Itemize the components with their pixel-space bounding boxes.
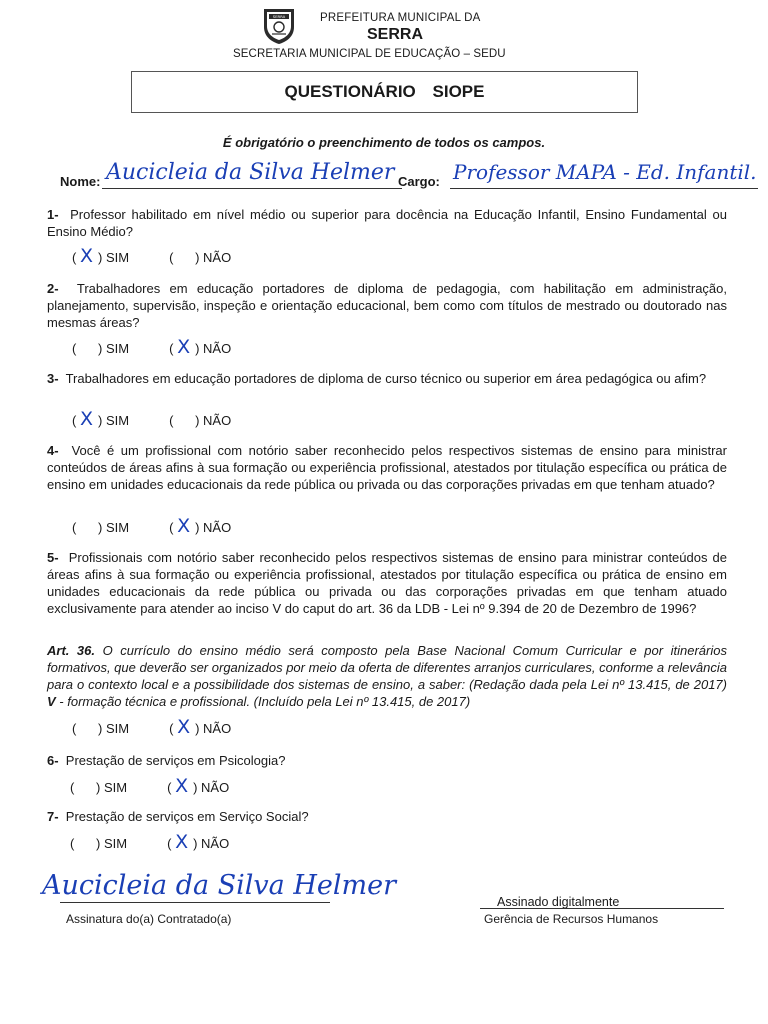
signature-line-left [60, 902, 330, 903]
option-sim[interactable]: ( ) SIM [72, 520, 130, 535]
art36-item-text: - formação técnica e profissional. (Incluído pela Lei nº 13.415, de 2017) [59, 694, 471, 709]
option-nao[interactable]: ( ) NÃO [169, 250, 232, 265]
option-nao[interactable]: ( X ) NÃO [167, 775, 230, 797]
signature-caption-right: Gerência de Recursos Humanos [484, 912, 659, 926]
question-4 [47, 442, 727, 493]
answer-row-5 [72, 716, 232, 738]
question-7 [47, 808, 727, 825]
name-cargo-row [60, 160, 760, 190]
digital-signature-text: Assinado digitalmente [497, 895, 620, 909]
art36-item-label: V [47, 694, 56, 709]
cargo-underline [450, 188, 758, 189]
question-6 [47, 752, 727, 769]
check-mark-icon: X [177, 336, 191, 358]
answer-row-6 [70, 775, 230, 797]
option-sim[interactable]: ( ) SIM [72, 721, 130, 736]
option-nao[interactable]: ( X ) NÃO [169, 336, 232, 358]
check-mark-icon: X [80, 245, 94, 267]
answer-row-4 [72, 515, 232, 537]
art36-citation [47, 642, 727, 710]
question-text: Profissionais com notório saber reconhecido pelos respectivos sistemas de ensino para ministrar conteúdos de áreas afins à sua formação ou experiência profissional, atestados por titulação específica ou prática de ensino em unidades educacionais da rede pública ou privada ou das corporações privadas em que tenham atuado exclusivamente para atender ao inciso V do caput do art. 36 da LDB - Lei nº 9.394 de 20 de Dezembro de 1996? [47, 550, 727, 616]
option-sim[interactable]: ( X ) SIM [72, 245, 130, 267]
option-nao[interactable]: ( X ) NÃO [169, 515, 232, 537]
question-number: 5- [47, 550, 59, 565]
question-text: Prestação de serviços em Psicologia? [65, 753, 286, 768]
signature-caption-left: Assinatura do(a) Contratado(a) [66, 912, 232, 926]
nome-label: Nome: [60, 174, 101, 189]
answer-row-2 [72, 336, 232, 358]
check-mark-icon: X [80, 408, 94, 430]
question-number: 2- [47, 281, 59, 296]
question-number: 1- [47, 207, 59, 222]
check-mark-icon: X [175, 775, 189, 797]
cargo-label: Cargo: [398, 174, 440, 189]
option-sim[interactable]: ( ) SIM [70, 836, 128, 851]
header-prefeitura: PREFEITURA MUNICIPAL DA [320, 12, 481, 24]
answer-row-3 [72, 408, 232, 430]
question-text: Trabalhadores em educação portadores de diploma de curso técnico ou superior em área pedagógica ou afim? [65, 371, 707, 386]
header-secretaria: SECRETARIA MUNICIPAL DE EDUCAÇÃO – SEDU [233, 48, 506, 60]
question-number: 3- [47, 371, 59, 386]
option-sim[interactable]: ( X ) SIM [72, 408, 130, 430]
question-text: Professor habilitado em nível médio ou superior para docência na Educação Infantil, Ensino Fundamental ou Ensino Médio? [47, 207, 727, 239]
question-2 [47, 280, 727, 331]
option-nao[interactable]: ( X ) NÃO [167, 831, 230, 853]
question-5 [47, 549, 727, 617]
obligatory-note: É obrigatório o preenchimento de todos os campos. [222, 135, 546, 150]
answer-row-1 [72, 245, 232, 267]
question-number: 7- [47, 809, 59, 824]
municipal-crest-icon [262, 7, 296, 45]
header-city: SERRA [367, 26, 424, 43]
cargo-value[interactable]: Professor MAPA - Ed. Infantil. [453, 160, 757, 184]
form-title-box [131, 71, 638, 113]
check-mark-icon: X [177, 716, 191, 738]
question-text: Você é um profissional com notório saber reconhecido pelos respectivos sistemas de ensino para ministrar conteúdos de áreas afins à sua formação ou experiência profissional, atestados por titulação específica ou prática de ensino em unidades educacionais da rede pública ou privada ou das corporações privadas em que tenham atuado? [47, 443, 727, 492]
contractor-signature: Aucicleia da Silva Helmer [42, 870, 397, 901]
question-1 [47, 206, 727, 240]
option-nao[interactable]: ( X ) NÃO [169, 716, 232, 738]
check-mark-icon: X [177, 515, 191, 537]
form-title: QUESTIONÁRIO SIOPE [284, 82, 485, 101]
question-text: Prestação de serviços em Serviço Social? [65, 809, 309, 824]
question-number: 4- [47, 443, 59, 458]
answer-row-7 [70, 831, 230, 853]
option-nao[interactable]: ( ) NÃO [169, 413, 232, 428]
check-mark-icon: X [175, 831, 189, 853]
crest-text: SERRA [272, 14, 286, 20]
art36-text: O currículo do ensino médio será composto pela Base Nacional Comum Curricular e por itinerários formativos, que deverão ser organizados por meio da oferta de diferentes arranjos curriculares, conforme a relevância para o contexto local e a possibilidade dos sistemas de ensino, a saber: (Redação dada pela Lei nº 13.415, de 2017) [47, 643, 727, 692]
nome-value[interactable]: Aucicleia da Silva Helmer [106, 160, 395, 185]
nome-underline [102, 188, 402, 189]
question-number: 6- [47, 753, 59, 768]
option-sim[interactable]: ( ) SIM [70, 780, 128, 795]
signature-line-right [480, 908, 724, 909]
question-text: Trabalhadores em educação portadores de diploma de pedagogia, com habilitação em administração, planejamento, supervisão, inspeção e orientação educacional, bem como com títulos de mestrado ou doutorado nas mesmas áreas? [47, 281, 727, 330]
option-sim[interactable]: ( ) SIM [72, 341, 130, 356]
art36-label: Art. 36. [47, 643, 96, 658]
question-3 [47, 370, 727, 387]
